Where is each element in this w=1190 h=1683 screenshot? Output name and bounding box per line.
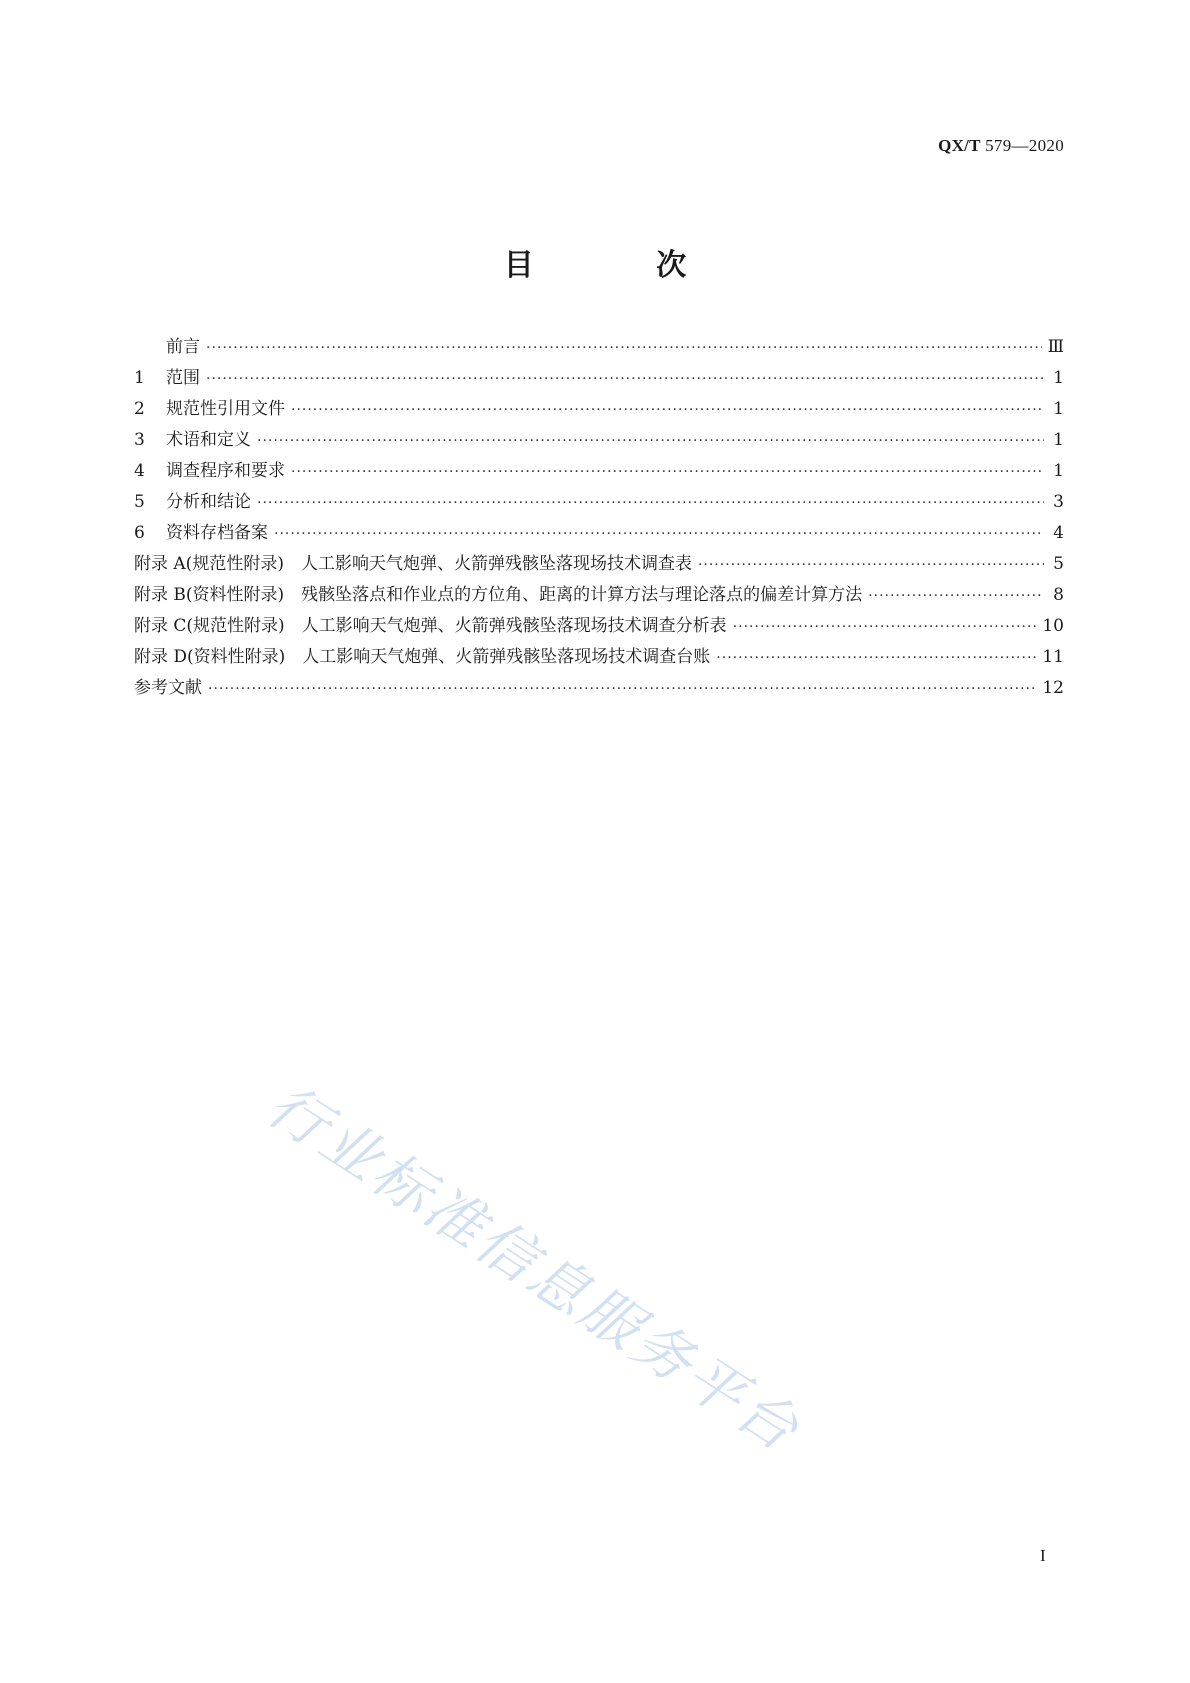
toc-entry-label: 附录 A(规范性附录) 人工影响天气炮弹、火箭弹残骸坠落现场技术调查表	[134, 554, 692, 574]
toc-dot-leader	[868, 588, 1044, 604]
toc-entry-page: 12	[1042, 678, 1064, 698]
toc-entry-label: 术语和定义	[166, 430, 251, 450]
toc-entry[interactable]	[134, 487, 1064, 518]
toc-entry-page: Ⅲ	[1047, 337, 1064, 357]
document-code	[938, 136, 1064, 156]
toc-dot-leader	[291, 464, 1044, 480]
toc-dot-leader	[698, 557, 1044, 573]
toc-entry[interactable]	[134, 425, 1064, 456]
toc-entry-label: 前言	[166, 337, 200, 357]
toc-dot-leader	[733, 619, 1037, 635]
toc-entry-number: 3	[134, 430, 145, 450]
toc-entry-number: 2	[134, 399, 145, 419]
toc-entry-number: 6	[134, 523, 145, 543]
toc-entry-page: 1	[1053, 430, 1064, 450]
toc-entry[interactable]	[134, 642, 1064, 673]
toc-dot-leader	[208, 681, 1036, 697]
toc-entry-number: 5	[134, 492, 145, 512]
toc-entry-label: 资料存档备案	[166, 523, 268, 543]
toc-entry-label: 参考文献	[134, 678, 202, 698]
toc-entry-label: 范围	[166, 368, 200, 388]
toc-dot-leader	[257, 433, 1044, 449]
toc-dot-leader	[274, 526, 1044, 542]
page-number: I	[1040, 1546, 1046, 1565]
toc-entry[interactable]	[134, 673, 1064, 704]
document-code-number: 579—2020	[985, 136, 1064, 155]
toc-dot-leader	[291, 402, 1044, 418]
toc-entry-page: 10	[1042, 616, 1064, 636]
toc-entry-page: 1	[1053, 461, 1064, 481]
table-of-contents	[134, 332, 1064, 704]
toc-entry[interactable]	[134, 611, 1064, 642]
toc-entry-label: 分析和结论	[166, 492, 251, 512]
toc-entry-number: 1	[134, 368, 145, 388]
toc-entry[interactable]	[134, 518, 1064, 549]
toc-entry[interactable]	[134, 580, 1064, 611]
toc-dot-leader	[716, 650, 1036, 666]
toc-entry-label: 附录 D(资料性附录) 人工影响天气炮弹、火箭弹残骸坠落现场技术调查台账	[134, 647, 711, 667]
toc-entry[interactable]	[134, 456, 1064, 487]
toc-dot-leader	[257, 495, 1044, 511]
toc-entry[interactable]	[134, 332, 1064, 363]
toc-entry-label: 规范性引用文件	[166, 399, 285, 419]
toc-entry-page: 1	[1053, 368, 1064, 388]
toc-entry-page: 11	[1042, 647, 1064, 667]
toc-entry[interactable]	[134, 549, 1064, 580]
toc-entry-label: 附录 C(规范性附录) 人工影响天气炮弹、火箭弹残骸坠落现场技术调查分析表	[134, 616, 727, 636]
page-title: 目 次	[503, 248, 743, 283]
toc-entry-page: 3	[1053, 492, 1064, 512]
toc-entry-page: 5	[1053, 554, 1064, 574]
watermark: 行业标准信息服务平台	[255, 1070, 813, 1466]
toc-entry-page: 8	[1053, 585, 1064, 605]
toc-dot-leader	[206, 371, 1044, 387]
toc-entry-page: 1	[1053, 399, 1064, 419]
toc-entry-label: 调查程序和要求	[166, 461, 285, 481]
toc-entry[interactable]	[134, 394, 1064, 425]
toc-entry-page: 4	[1053, 523, 1064, 543]
toc-entry-number: 4	[134, 461, 145, 481]
toc-entry[interactable]	[134, 363, 1064, 394]
toc-entry-label: 附录 B(资料性附录) 残骸坠落点和作业点的方位角、距离的计算方法与理论落点的偏差计算方法	[134, 585, 863, 605]
document-code-prefix: QX/T	[938, 136, 981, 155]
toc-dot-leader	[206, 340, 1042, 356]
